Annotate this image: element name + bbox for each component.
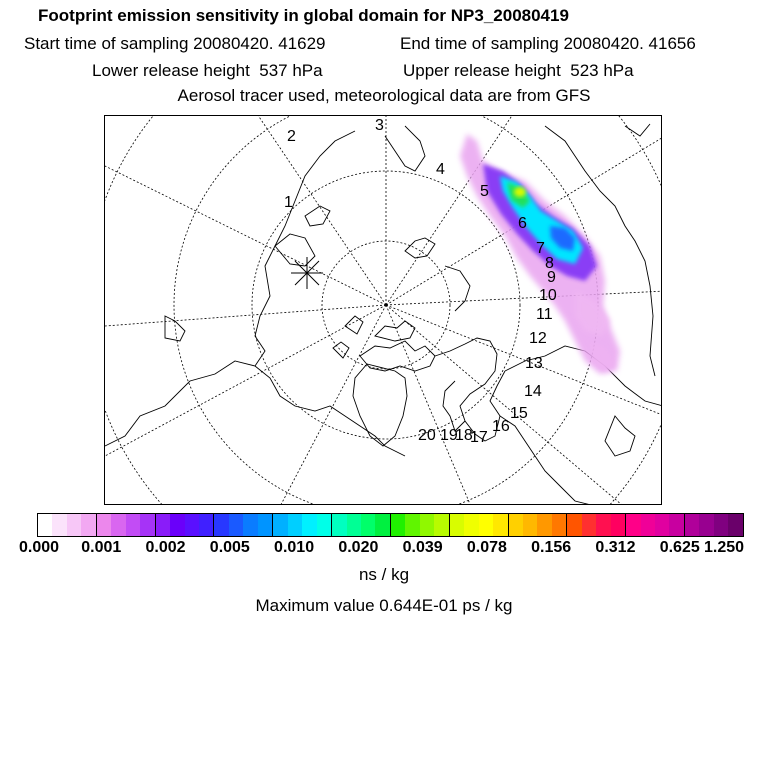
trajectory-label: 11 [536, 306, 553, 323]
colorbar-segment [67, 514, 81, 536]
colorbar-segment [375, 514, 390, 536]
coastline [255, 366, 405, 456]
coastline [105, 131, 355, 446]
trajectory-label: 12 [529, 330, 547, 347]
trajectory-label: 5 [480, 183, 489, 200]
colorbar-segment [199, 514, 214, 536]
colorbar-segment [464, 514, 478, 536]
coastline [385, 126, 425, 171]
coastline [405, 238, 435, 258]
colorbar-tick-label: 0.001 [81, 539, 122, 556]
trajectory-label: 8 [545, 255, 554, 272]
colorbar-segment [567, 514, 581, 536]
trajectory-label: 19 [440, 427, 458, 444]
coastline [333, 342, 349, 358]
start-time-label: Start time of sampling 20080420. 41629 [24, 34, 326, 53]
trajectory-label: 17 [470, 429, 488, 446]
colorbar-segment [214, 514, 228, 536]
trajectory-label: 1 [284, 194, 293, 211]
colorbar-segment [126, 514, 140, 536]
colorbar-segment [493, 514, 508, 536]
colorbar-segment [185, 514, 199, 536]
colorbar-segment [611, 514, 626, 536]
colorbar-segment [273, 514, 287, 536]
coastline [605, 416, 635, 456]
trajectory-label: 6 [518, 215, 527, 232]
map-title: Footprint emission sensitivity in global domain for NP3_20080419 [38, 6, 569, 25]
trajectory-label: 10 [539, 287, 557, 304]
colorbar-segment [111, 514, 125, 536]
colorbar-unit: ns / kg [358, 565, 410, 584]
colorbar-segment [243, 514, 257, 536]
meridian-line [105, 305, 386, 326]
end-time-label: End time of sampling 20080420. 41656 [400, 34, 696, 53]
colorbar-tick-label: 0.039 [402, 539, 443, 556]
colorbar-segment [714, 514, 728, 536]
colorbar-segment [391, 514, 405, 536]
trajectory-label: 2 [287, 128, 296, 145]
colorbar-segment [641, 514, 655, 536]
colorbar-segment [229, 514, 243, 536]
colorbar-tick-label: 0.312 [595, 539, 636, 556]
colorbar-segment [479, 514, 493, 536]
trajectory-label: 9 [547, 269, 556, 286]
colorbar-tick-label: 0.156 [531, 539, 572, 556]
tracer-label: Aerosol tracer used, meteorological data are from GFS [177, 86, 591, 105]
colorbar-tick-label: 0.078 [466, 539, 507, 556]
maximum-value-label: Maximum value 0.644E-01 ps / kg [255, 596, 513, 615]
colorbar-segment [97, 514, 111, 536]
plume-yellow [514, 187, 526, 197]
coastline [165, 316, 185, 341]
meridian-line [245, 116, 386, 305]
meridian-line [105, 166, 386, 305]
colorbar-segment [434, 514, 449, 536]
colorbar-segment [552, 514, 567, 536]
colorbar [37, 513, 744, 537]
colorbar-segment [332, 514, 346, 536]
trajectory-label: 18 [455, 427, 473, 444]
colorbar-segment [509, 514, 523, 536]
trajectory-label: 20 [418, 427, 436, 444]
trajectory-label: 4 [436, 161, 445, 178]
colorbar-tick-label: 0.005 [209, 539, 250, 556]
colorbar-segment [81, 514, 96, 536]
coastline [375, 321, 415, 341]
colorbar-tick-label: 0.625 [659, 539, 700, 556]
release-site-marker [291, 257, 323, 289]
colorbar-segment [38, 514, 52, 536]
colorbar-segment [140, 514, 155, 536]
trajectory-label: 14 [524, 383, 542, 400]
colorbar-segment [450, 514, 464, 536]
colorbar-segment [317, 514, 332, 536]
polar-map [105, 116, 662, 505]
trajectory-labels [284, 117, 557, 446]
trajectory-label: 7 [536, 240, 545, 257]
trajectory-label: 3 [375, 117, 384, 134]
meridian-line [105, 305, 386, 456]
lower-height-label: Lower release height 537 hPa [92, 61, 323, 80]
colorbar-segment [626, 514, 640, 536]
colorbar-segment [156, 514, 170, 536]
coastline [353, 364, 407, 446]
colorbar-tick-label: 0.020 [338, 539, 379, 556]
coastline [305, 206, 330, 226]
colorbar-segment [669, 514, 684, 536]
colorbar-segment [52, 514, 66, 536]
colorbar-segment [582, 514, 596, 536]
colorbar-segment [258, 514, 273, 536]
trajectory-label: 16 [492, 418, 510, 435]
colorbar-tick-label: 1.250 [703, 539, 745, 556]
colorbar-segment [170, 514, 184, 536]
upper-height-label: Upper release height 523 hPa [403, 61, 634, 80]
colorbar-segment [288, 514, 302, 536]
colorbar-tick-label: 0.000 [18, 539, 60, 556]
meridian-line [386, 291, 662, 305]
colorbar-segment [685, 514, 699, 536]
map-panel [104, 115, 662, 505]
colorbar-segment [655, 514, 669, 536]
coastline [360, 341, 435, 371]
coastline [500, 416, 595, 505]
colorbar-segment [405, 514, 419, 536]
colorbar-tick-label: 0.002 [145, 539, 186, 556]
colorbar-segment [728, 514, 742, 536]
meridian-line [275, 305, 386, 505]
colorbar-segment [302, 514, 316, 536]
trajectory-label: 13 [525, 355, 543, 372]
coastline [625, 124, 650, 136]
colorbar-segment [699, 514, 713, 536]
colorbar-tick-label: 0.010 [274, 539, 315, 556]
colorbar-segment [596, 514, 610, 536]
colorbar-segment [347, 514, 361, 536]
colorbar-segment [537, 514, 551, 536]
colorbar-segment [420, 514, 434, 536]
colorbar-segment [361, 514, 375, 536]
coastline [443, 381, 465, 431]
colorbar-segment [523, 514, 537, 536]
coastline [445, 266, 470, 311]
trajectory-label: 15 [510, 405, 528, 422]
